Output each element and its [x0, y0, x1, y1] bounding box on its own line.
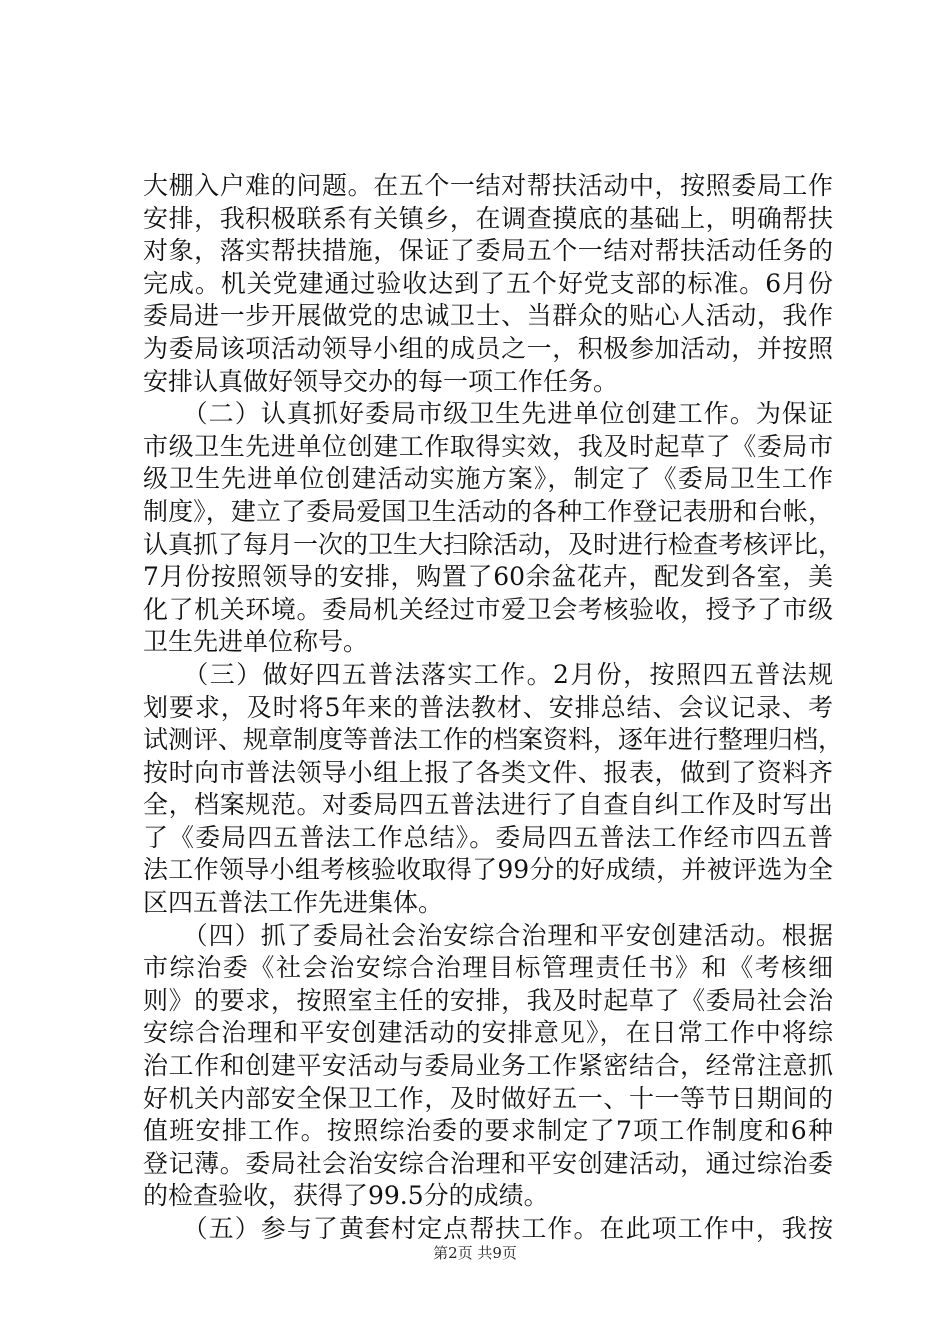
text-line: 则》的要求，按照室主任的安排，我及时起草了《委局社会治 — [143, 985, 833, 1015]
text-line: 市综治委《社会治安综合治理目标管理责任书》和《考核细 — [143, 953, 833, 983]
text-line: （四）抓了委局社会治安综合治理和平安创建活动。根据 — [143, 920, 833, 950]
text-line: 为委局该项活动领导小组的成员之一，积极参加活动，并按照 — [143, 333, 833, 363]
text-line: 化了机关环境。委局机关经过市爱卫会考核验收，授予了市级 — [143, 594, 833, 624]
text-line: （二）认真抓好委局市级卫生先进单位创建工作。为保证 — [143, 399, 833, 429]
page-footer: 第2页 共9页 — [433, 1244, 517, 1262]
text-line: 对象，落实帮扶措施，保证了委局五个一结对帮扶活动任务的 — [143, 236, 833, 266]
text-line: 卫生先进单位称号。 — [143, 627, 369, 657]
text-line: 治工作和创建平安活动与委局业务工作紧密结合，经常注意抓 — [143, 1051, 833, 1081]
body-text — [143, 170, 844, 1246]
text-line: 登记薄。委局社会治安综合治理和平安创建活动，通过综治委 — [143, 1148, 833, 1178]
text-line: 委局进一步开展做党的忠诚卫士、当群众的贴心人活动，我作 — [143, 301, 833, 331]
text-line: 划要求，及时将5年来的普法教材、安排总结、会议记录、考 — [143, 692, 833, 722]
text-line: 安排，我积极联系有关镇乡，在调查摸底的基础上，明确帮扶 — [143, 203, 833, 233]
text-line: 了《委局四五普法工作总结》。委局四五普法工作经市四五普 — [143, 822, 833, 852]
text-line: 区四五普法工作先进集体。 — [143, 888, 444, 918]
text-line: 试测评、规章制度等普法工作的档案资料，逐年进行整理归档， — [143, 725, 844, 755]
text-line: 大棚入户难的问题。在五个一结对帮扶活动中，按照委局工作 — [143, 171, 833, 200]
text-line: 市级卫生先进单位创建工作取得实效，我及时起草了《委局市 — [143, 431, 833, 461]
text-line: 的检查验收，获得了99.5分的成绩。 — [143, 1181, 549, 1211]
text-line: 完成。机关党建通过验收达到了五个好党支部的标准。6月份 — [143, 268, 833, 298]
text-line: 制度》，建立了委局爱国卫生活动的各种工作登记表册和台帐， — [143, 496, 833, 526]
text-line: （五）参与了黄套村定点帮扶工作。在此项工作中，我按 — [143, 1214, 833, 1243]
text-line: 值班安排工作。按照综治委的要求制定了7项工作制度和6种 — [143, 1116, 833, 1146]
text-line: 安排认真做好领导交办的每一项工作任务。 — [143, 366, 619, 396]
text-line: 法工作领导小组考核验收取得了99分的好成绩，并被评选为全 — [143, 855, 833, 885]
text-line: 认真抓了每月一次的卫生大扫除活动，及时进行检查考核评比， — [143, 529, 844, 559]
text-line: 安综合治理和平安创建活动的安排意见》，在日常工作中将综 — [143, 1018, 833, 1048]
text-line: 7月份按照领导的安排，购置了60余盆花卉，配发到各室，美 — [143, 562, 833, 592]
text-line: （三）做好四五普法落实工作。2月份，按照四五普法规 — [143, 659, 833, 689]
text-line: 级卫生先进单位创建活动实施方案》，制定了《委局卫生工作 — [143, 464, 833, 494]
text-line: 按时向市普法领导小组上报了各类文件、报表，做到了资料齐 — [143, 757, 833, 787]
text-line: 好机关内部安全保卫工作，及时做好五一、十一等节日期间的 — [143, 1083, 833, 1113]
text-line: 全，档案规范。对委局四五普法进行了自查自纠工作及时写出 — [143, 790, 833, 820]
